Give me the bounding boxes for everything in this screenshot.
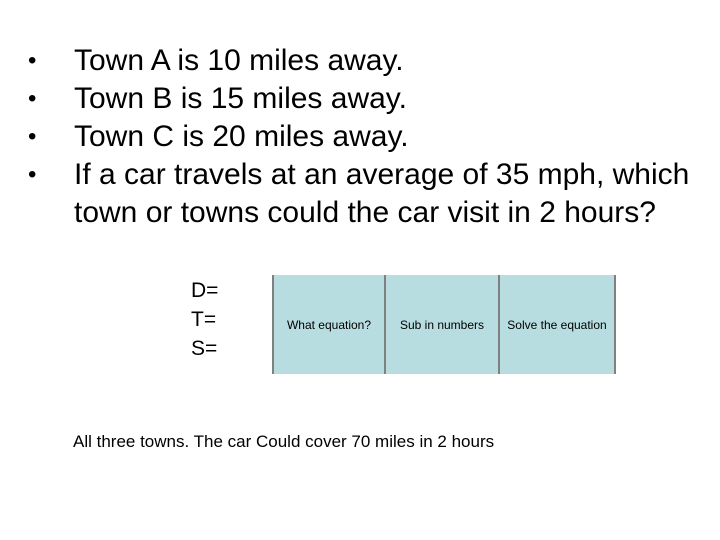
dts-labels bbox=[191, 276, 218, 363]
bullet-text: Town B is 15 miles away. bbox=[74, 82, 407, 115]
bullet-text: Town C is 20 miles away. bbox=[74, 120, 409, 153]
bullet-item-question bbox=[28, 156, 708, 232]
step-solve-equation: Solve the equation bbox=[500, 275, 616, 374]
speed-label: S= bbox=[191, 337, 218, 360]
bullet-item-town-b bbox=[28, 80, 708, 118]
steps-table bbox=[272, 275, 618, 374]
bullet-marker: • bbox=[28, 47, 37, 74]
bullet-list bbox=[28, 42, 708, 232]
step-sub-in-numbers: Sub in numbers bbox=[386, 275, 500, 374]
bullet-item-town-a bbox=[28, 42, 708, 80]
time-label: T= bbox=[191, 308, 217, 331]
bullet-marker: • bbox=[28, 85, 37, 112]
bullet-text: If a car travels at an average of 35 mph, which town or towns could the car visit in 2 hours? bbox=[74, 158, 690, 229]
step-what-equation: What equation? bbox=[274, 275, 386, 374]
distance-label: D= bbox=[191, 279, 219, 302]
bullet-marker: • bbox=[28, 123, 37, 150]
answer-text: All three towns. The car Could cover 70 miles in 2 hours bbox=[73, 432, 495, 451]
bullet-item-town-c bbox=[28, 118, 708, 156]
bullet-marker: • bbox=[28, 161, 37, 188]
bullet-text: Town A is 10 miles away. bbox=[74, 44, 404, 77]
